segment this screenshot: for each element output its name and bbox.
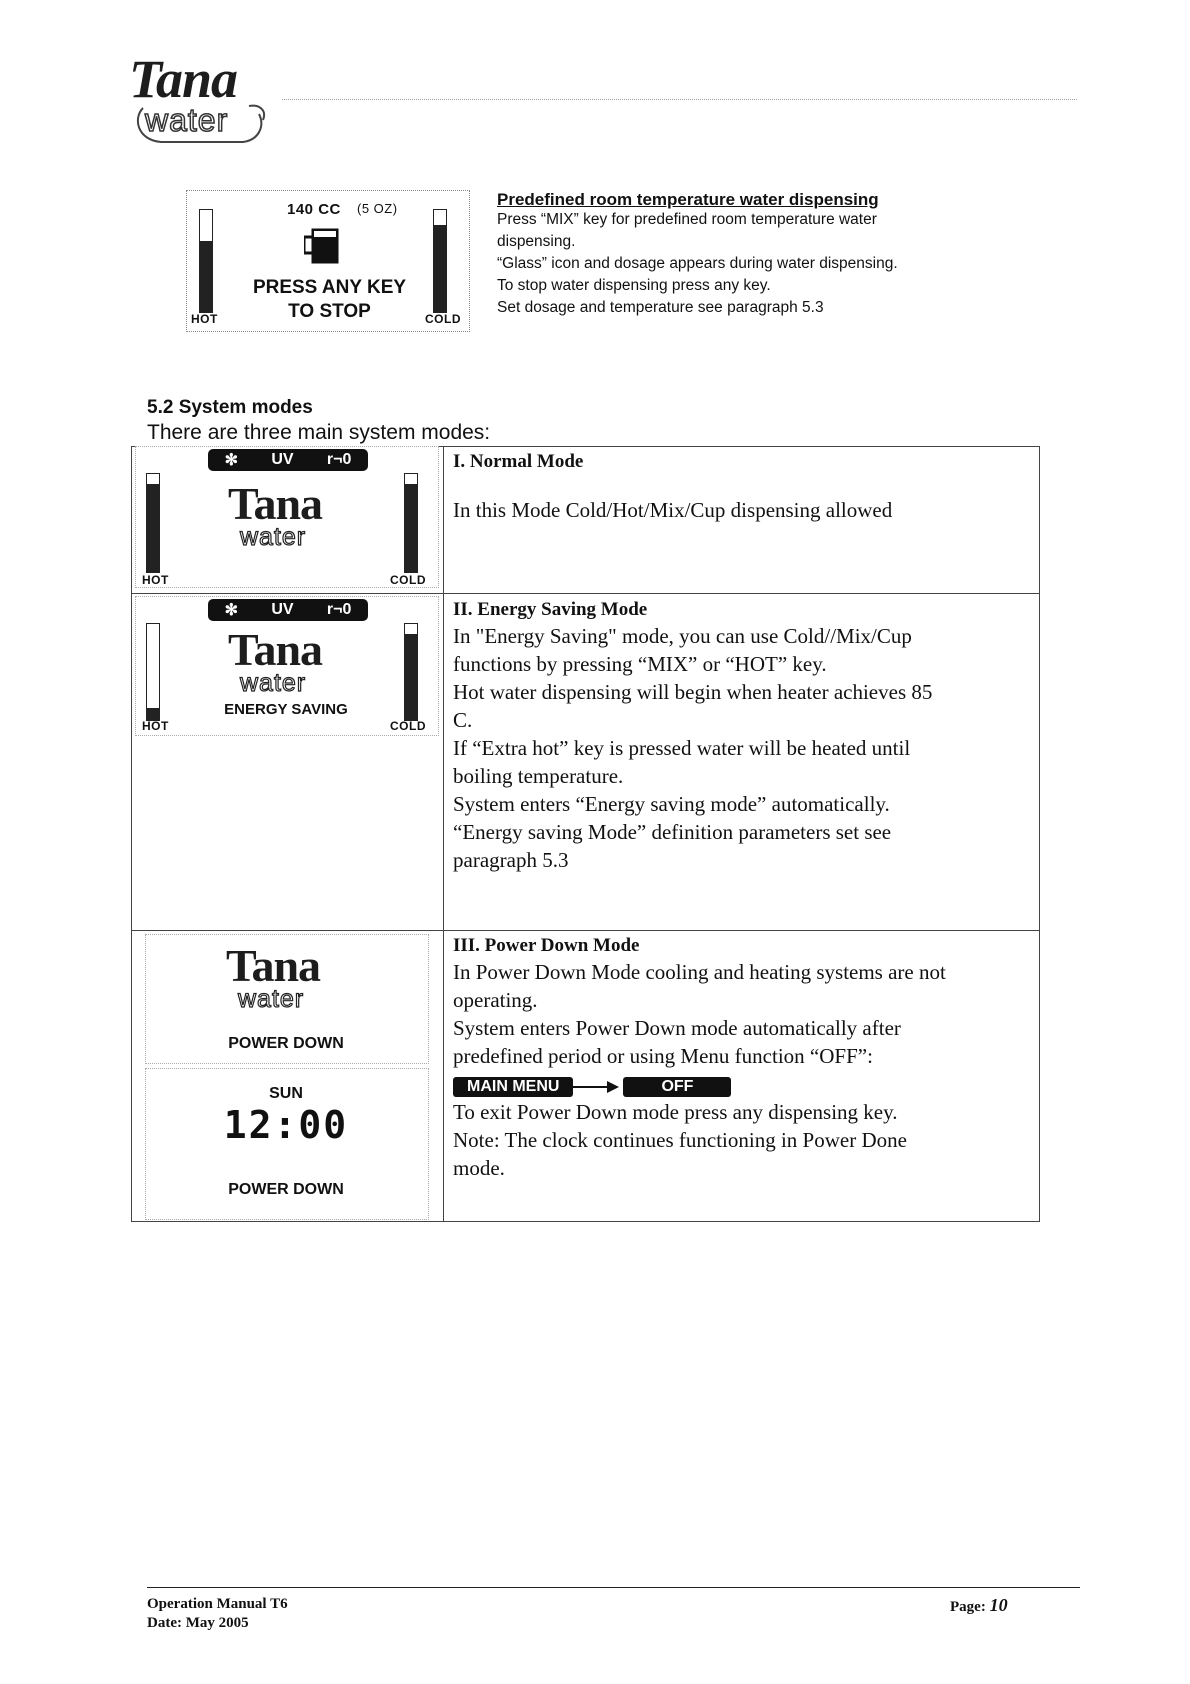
energy-mode-line: If “Extra hot” key is pressed water will be heated until (453, 736, 911, 760)
hot-tube (146, 623, 160, 721)
menu-path (453, 1076, 731, 1098)
energy-mode-line: “Energy saving Mode” definition parameters set see (453, 820, 892, 844)
predefined-line: Press “MIX” key for predefined room temperature water (497, 211, 877, 228)
cold-tube (433, 209, 447, 313)
brand-logo-top: Tana (129, 49, 238, 109)
screen-logo (228, 623, 358, 713)
energy-saving-screen (135, 596, 439, 736)
cold-label: COLD (390, 573, 426, 587)
cold-label: COLD (425, 312, 461, 326)
power-mode-line: mode. (453, 1156, 505, 1180)
footer-rule (147, 1587, 1080, 1588)
hot-label: HOT (142, 719, 169, 733)
footer-date: Date: May 2005 (147, 1615, 249, 1631)
power-mode-line: predefined period or using Menu function “OFF”: (453, 1044, 873, 1068)
hot-tube (199, 209, 213, 313)
power-mode-title: III. Power Down Mode (453, 935, 640, 956)
hot-label: HOT (191, 312, 218, 326)
screen-logo-top: Tana (226, 940, 321, 991)
dispensing-screen (186, 190, 470, 332)
predefined-line: To stop water dispensing press any key. (497, 277, 771, 294)
cold-tube (404, 623, 418, 721)
power-mode-line: To exit Power Down mode press any dispensing key. (453, 1100, 898, 1124)
power-mode-text (453, 934, 1030, 1182)
glass-icon (304, 227, 342, 265)
header-rule (282, 99, 1077, 100)
predefined-line: Set dosage and temperature see paragraph 5.3 (497, 299, 824, 316)
power-mode-line: operating. (453, 988, 538, 1012)
screen-logo-bottom: water (240, 669, 307, 697)
energy-mode-line: Hot water dispensing will begin when heater achieves 85 (453, 680, 933, 704)
cold-label: COLD (390, 719, 426, 733)
screen-logo-top: Tana (228, 478, 323, 529)
uv-indicator: UV (271, 451, 294, 468)
screen-logo-bottom: water (238, 985, 305, 1013)
energy-mode-line: In "Energy Saving" mode, you can use Cold//Mix/Cup (453, 624, 912, 648)
status-bar (208, 599, 368, 621)
normal-mode-desc: In this Mode Cold/Hot/Mix/Cup dispensing allowed (453, 498, 893, 522)
brand-logo-bottom: water (145, 102, 229, 138)
status-bar (208, 449, 368, 471)
snowflake-icon: ✻ (224, 452, 239, 469)
footer-info (147, 1595, 288, 1633)
energy-mode-line: C. (453, 708, 473, 732)
page-label: Page: (950, 1599, 986, 1615)
power-mode-line: System enters Power Down mode automatically after (453, 1016, 901, 1040)
arrow-right-icon (573, 1077, 623, 1097)
footer-manual: Operation Manual T6 (147, 1596, 288, 1612)
uv-indicator: UV (271, 601, 294, 618)
power-mode-line: In Power Down Mode cooling and heating systems are not (453, 960, 946, 984)
dosage-oz: (5 OZ) (357, 201, 398, 216)
screen-logo (226, 939, 356, 1029)
cold-tube (404, 473, 418, 573)
energy-mode-line: functions by pressing “MIX” or “HOT” key. (453, 652, 827, 676)
page-number: 10 (989, 1595, 1008, 1615)
energy-mode-title: II. Energy Saving Mode (453, 599, 648, 620)
clock-time: 12:00 (223, 1103, 349, 1147)
predefined-title: Predefined room temperature water dispensing (497, 190, 879, 209)
section-intro: There are three main system modes: (147, 421, 491, 444)
off-badge: OFF (623, 1077, 731, 1097)
main-menu-badge: MAIN MENU (453, 1077, 573, 1097)
predefined-line: dispensing. (497, 233, 576, 250)
section-title: 5.2 System modes (147, 397, 313, 418)
clock-screen (145, 1068, 429, 1220)
hot-label: HOT (142, 573, 169, 587)
lock-indicator: r¬0 (326, 451, 352, 468)
normal-mode-text (453, 450, 1030, 524)
clock-day: SUN (269, 1085, 303, 1102)
predefined-line: “Glass” icon and dosage appears during water dispensing. (497, 255, 898, 272)
brand-logo (125, 48, 285, 148)
to-stop: TO STOP (288, 301, 371, 322)
screen-logo-top: Tana (228, 624, 323, 675)
screen-logo-bottom: water (240, 523, 307, 551)
hot-tube (146, 473, 160, 573)
power-down-label: POWER DOWN (228, 1181, 344, 1198)
energy-mode-line: boiling temperature. (453, 764, 624, 788)
power-down-screen (145, 934, 429, 1064)
power-down-label: POWER DOWN (228, 1035, 344, 1052)
energy-mode-line: System enters “Energy saving mode” automatically. (453, 792, 890, 816)
snowflake-icon: ✻ (224, 602, 239, 619)
energy-mode-line: paragraph 5.3 (453, 848, 569, 872)
energy-saving-label: ENERGY SAVING (224, 701, 348, 718)
modes-table (131, 446, 1040, 1222)
footer-page (950, 1595, 1008, 1616)
normal-mode-screen (135, 446, 439, 588)
power-mode-line: Note: The clock continues functioning in Power Done (453, 1128, 907, 1152)
energy-mode-text (453, 598, 1030, 874)
press-any-key: PRESS ANY KEY (252, 277, 407, 298)
lock-indicator: r¬0 (326, 601, 352, 618)
dosage-value: 140 CC (287, 201, 341, 218)
screen-logo (228, 477, 358, 567)
normal-mode-title: I. Normal Mode (453, 451, 584, 472)
